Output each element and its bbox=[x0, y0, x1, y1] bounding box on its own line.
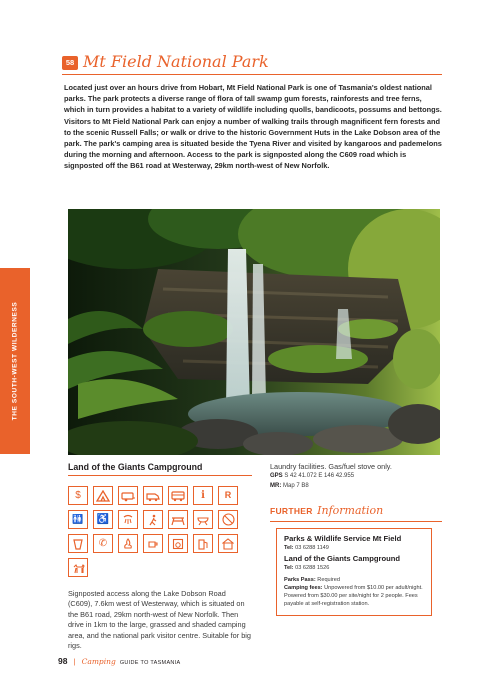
information-heading-word: Information bbox=[317, 504, 384, 518]
parks-pass-line bbox=[284, 576, 425, 584]
waterfall-photo bbox=[68, 209, 440, 455]
section-side-tab-label: THE SOUTH-WEST WILDERNESS bbox=[11, 301, 19, 421]
entry-header bbox=[62, 52, 442, 76]
toilets-icon: 🚻 bbox=[68, 510, 88, 529]
contact-info-box bbox=[276, 528, 432, 615]
contact1-name: Parks & Wildlife Service Mt Field bbox=[284, 534, 402, 544]
contact2-tel-label: Tel: bbox=[284, 564, 294, 571]
map-reference-line bbox=[270, 482, 442, 492]
gps-label: GPS bbox=[270, 473, 283, 480]
caravan-icon bbox=[118, 486, 138, 505]
phone-icon: ✆ bbox=[93, 534, 113, 553]
contact1-phone: 03 6288 1149 bbox=[295, 545, 329, 552]
further-heading-word: FURTHER bbox=[270, 506, 313, 517]
dog-walking-icon bbox=[68, 558, 88, 577]
laundry-icon bbox=[168, 534, 188, 553]
facility-icon-grid bbox=[68, 486, 252, 577]
camping-fees-value: Unpowered from $10.00 per adult/night. Powered from $30.00 per site/night for 2 people. Fees payable at self-registration station. bbox=[284, 585, 423, 608]
page-number: 98 bbox=[58, 656, 68, 666]
facilities-note: Laundry facilities. Gas/fuel stove only. bbox=[270, 462, 392, 471]
camping-fees-line bbox=[284, 584, 425, 609]
gps-coordinates: S 42 41.072 E 146 42.955 bbox=[284, 473, 355, 480]
gps-line bbox=[270, 472, 442, 482]
kiosk-icon bbox=[218, 534, 238, 553]
entry-title: Mt Field National Park bbox=[83, 52, 269, 71]
campground-column bbox=[68, 462, 252, 651]
bus-icon bbox=[168, 486, 188, 505]
contact1-tel-label: Tel: bbox=[284, 545, 294, 552]
information-icon: i bbox=[193, 486, 213, 505]
map-reference: Map 7 B8 bbox=[283, 482, 309, 489]
footer-separator: | bbox=[73, 657, 76, 666]
page-footer bbox=[58, 656, 180, 666]
details-column bbox=[270, 462, 442, 616]
wheelchair-access-icon: ♿ bbox=[93, 510, 113, 529]
cafe-icon bbox=[143, 534, 163, 553]
camping-tent-icon bbox=[93, 486, 113, 505]
publication-title: GUIDE TO TASMANIA bbox=[119, 660, 181, 666]
parks-pass-value: Required bbox=[317, 576, 340, 583]
dollar-icon: $ bbox=[68, 486, 88, 505]
contact2-phone: 03 6288 1526 bbox=[295, 564, 330, 571]
picnic-table-icon bbox=[168, 510, 188, 529]
further-information-heading bbox=[270, 501, 442, 522]
campground-description: Signposted access along the Lake Dobson Road (C609), 7.6km west of Westerway, which is situated on the B61 road, 29km north-west of New Norfolk. Then drive in 1km to the large, grassed and shaded camping area, and the national park visitor centre. Suitable for big rigs. bbox=[68, 589, 251, 651]
fireplace-icon bbox=[118, 534, 138, 553]
contact1-phone-line bbox=[284, 544, 425, 552]
barbecue-icon bbox=[193, 510, 213, 529]
publication-brand: Camping bbox=[81, 657, 116, 666]
parks-pass-label: Parks Pass: bbox=[284, 576, 316, 583]
map-reference-label: MR: bbox=[270, 482, 282, 489]
shower-icon bbox=[118, 510, 138, 529]
drinking-water-icon bbox=[68, 534, 88, 553]
contact2-name: Land of the Giants Campground bbox=[284, 553, 401, 563]
walking-icon bbox=[143, 510, 163, 529]
fuel-icon bbox=[193, 534, 213, 553]
title-rule bbox=[62, 74, 442, 75]
campground-title: Land of the Giants Campground bbox=[68, 462, 252, 476]
no-dogs-icon bbox=[218, 510, 238, 529]
campervan-icon bbox=[143, 486, 163, 505]
intro-paragraph: Located just over an hours drive from Hobart, Mt Field National Park is one of Tasmania's oldest national parks. The park protects a diverse range of flora of tall swamp gum forests, rainforests and tree ferns, which in turn provides a habitat to a variety of wildlife including quolls, bandicoots, possums and bettongs. Visitors to Mt Field National Park can enjoy a number of walking trails through magnificent fern forests and to the scenic Russell Falls; or walk or drive to the historic Government Huts in the Lake Dobson area of the park. The park's camping area is situated beside the Tyena River and visited by kangaroos and pademelons during the morning and afternoon. Access to the park is signposted along the C609 road which is signposted off the B61 road at Westerway, 29km north-west of New Norfolk. bbox=[64, 83, 442, 171]
camping-fees-label: Camping fees: bbox=[284, 585, 323, 592]
contact2-phone-line bbox=[284, 564, 425, 572]
entry-number-badge: 58 bbox=[62, 56, 78, 70]
reservation-icon: R bbox=[218, 486, 238, 505]
